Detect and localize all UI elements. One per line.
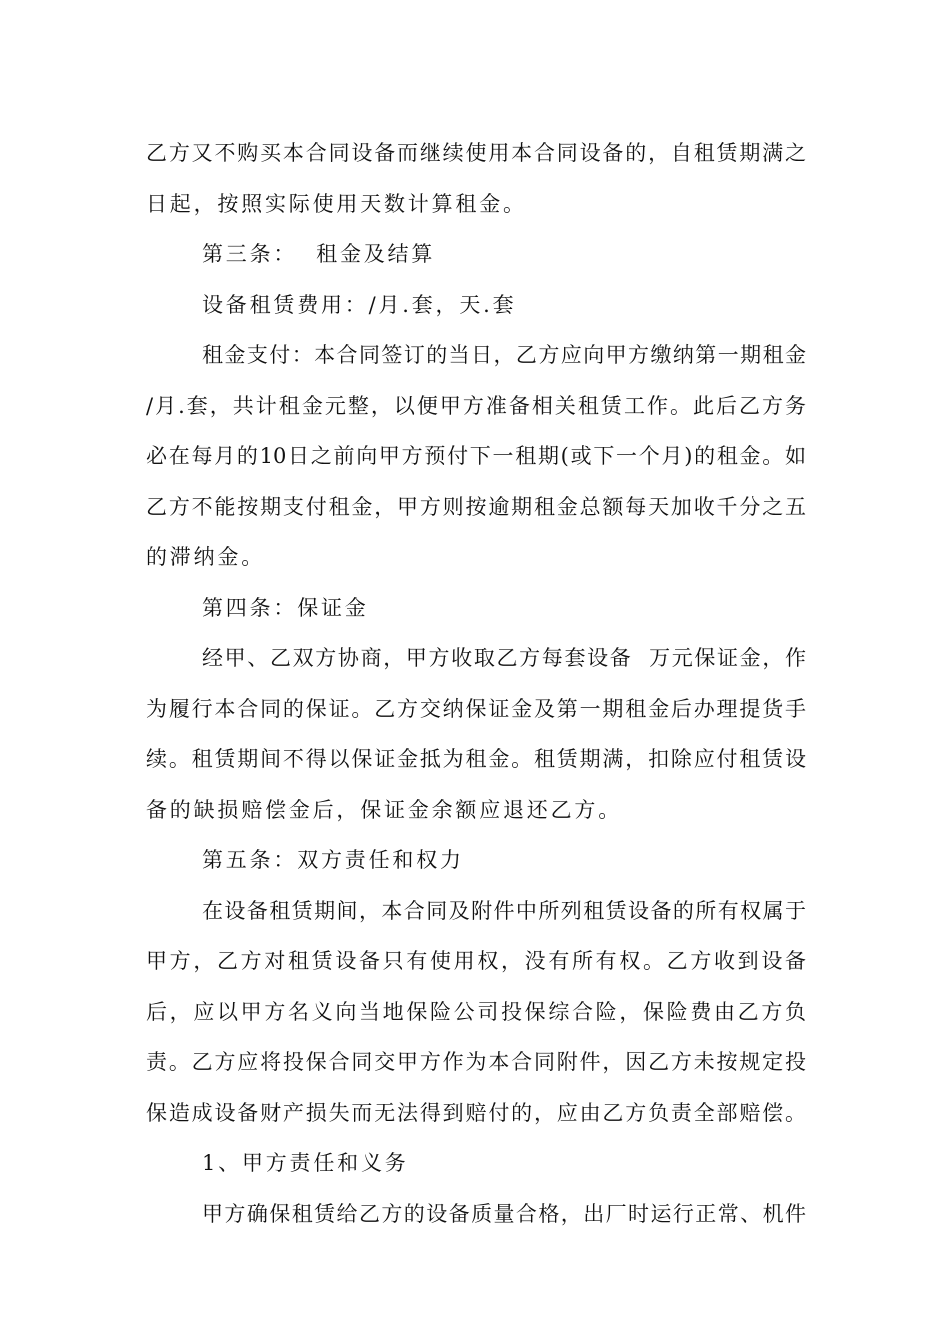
paragraph-line: 经甲、乙双方协商，甲方收取乙方每套设备 万元保证金，作 bbox=[202, 646, 806, 670]
paragraph-line: 必在每月的10日之前向甲方预付下一租期(或下一个月)的租金。如 bbox=[146, 444, 806, 468]
paragraph-line: 租金支付：本合同签订的当日，乙方应向甲方缴纳第一期租金 bbox=[202, 343, 806, 367]
paragraph-line: 责。乙方应将投保合同交甲方作为本合同附件，因乙方未按规定投 bbox=[146, 1050, 806, 1074]
paragraph-line: 备的缺损赔偿金后，保证金余额应退还乙方。 bbox=[146, 797, 622, 822]
paragraph-line: 保造成设备财产损失而无法得到赔付的，应由乙方负责全部赔偿。 bbox=[146, 1100, 806, 1125]
paragraph-line: 在设备租赁期间，本合同及附件中所列租赁设备的所有权属于 bbox=[202, 898, 806, 923]
section-heading: 第四条：保证金 bbox=[202, 595, 369, 620]
paragraph-line: 乙方又不购买本合同设备而继续使用本合同设备的，自租赁期满之 bbox=[146, 141, 806, 165]
paragraph-line: 的滞纳金。 bbox=[146, 545, 265, 569]
paragraph-line: 为履行本合同的保证。乙方交纳保证金及第一期租金后办理提货手 bbox=[146, 696, 806, 721]
paragraph-line: 甲方，乙方对租赁设备只有使用权，没有所有权。乙方收到设备 bbox=[146, 949, 806, 973]
section-heading: 第三条： 租金及结算 bbox=[202, 242, 436, 266]
subsection-heading: 1、甲方责任和义务 bbox=[202, 1151, 409, 1175]
section-heading: 第五条：双方责任和权力 bbox=[202, 848, 464, 872]
paragraph-line: 日起，按照实际使用天数计算租金。 bbox=[146, 191, 527, 216]
paragraph-line: 乙方不能按期支付租金，甲方则按逾期租金总额每天加收千分之五 bbox=[146, 494, 806, 519]
paragraph-line: 设备租赁费用：/月.套，天.套 bbox=[202, 292, 517, 317]
document-body bbox=[146, 128, 806, 1239]
paragraph-line: /月.套，共计租金元整，以便甲方准备相关租赁工作。此后乙方务 bbox=[146, 393, 806, 418]
paragraph-line: 续。租赁期间不得以保证金抵为租金。租赁期满，扣除应付租赁设 bbox=[146, 747, 806, 771]
paragraph-line: 后，应以甲方名义向当地保险公司投保综合险，保险费由乙方负 bbox=[146, 999, 806, 1024]
paragraph-line: 甲方确保租赁给乙方的设备质量合格，出厂时运行正常、机件 bbox=[202, 1201, 806, 1226]
